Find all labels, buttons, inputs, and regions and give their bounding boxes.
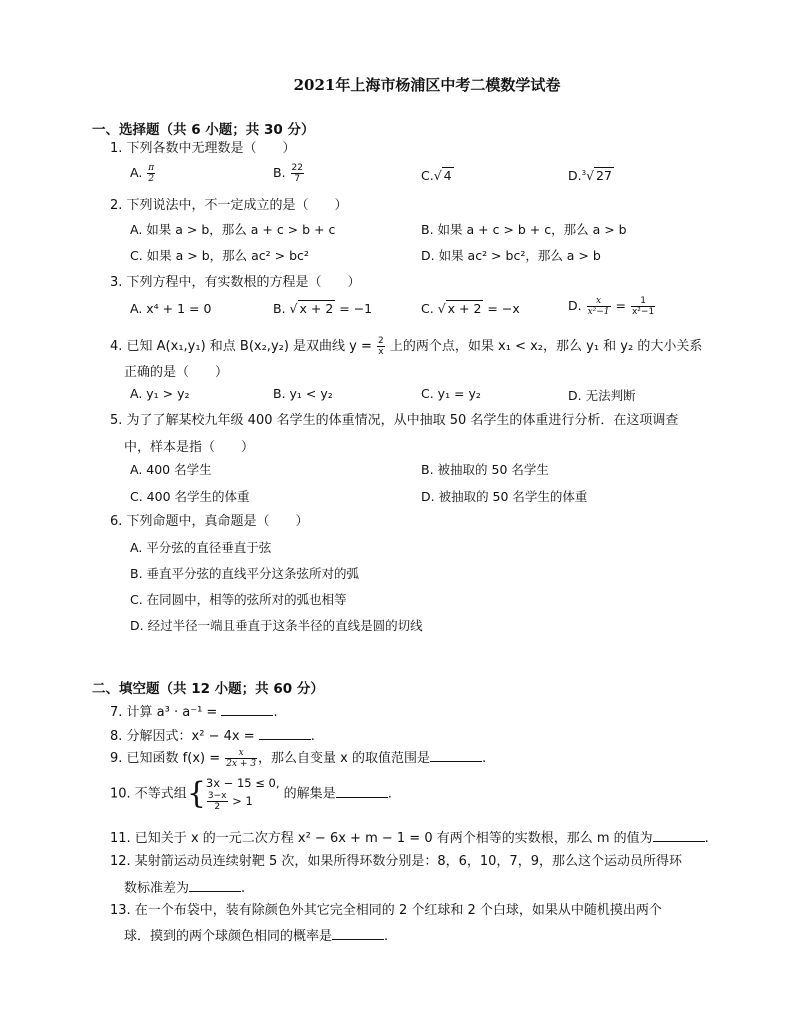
question-stem-continued: 球．摸到的两个球颜色相同的概率是 .	[124, 929, 389, 944]
question-stem: 6. 下列命题中，真命题是（ ）	[110, 514, 309, 529]
answer-blank[interactable]	[189, 879, 241, 892]
section-heading: 二、填空题（共 12 小题；共 60 分）	[92, 681, 324, 697]
answer-blank[interactable]	[332, 927, 384, 940]
option-c: C. 如果 a > b，那么 ac² > bc²	[130, 248, 309, 263]
question-stem: 1. 下列各数中无理数是（ ）	[110, 141, 296, 156]
option-d: D. 无法判断	[568, 388, 636, 403]
page-title: 2021年上海市杨浦区中考二模数学试卷	[293, 76, 561, 94]
option-d: D. 如果 ac² > bc²，那么 a > b	[421, 248, 601, 263]
question-stem: 2. 下列说法中，不一定成立的是（ ）	[110, 198, 348, 213]
question-stem: 5. 为了了解某校九年级 400 名学生的体重情况，从中抽取 50 名学生的体重进行分析．在这项调查	[110, 413, 679, 428]
question-stem: 13. 在一个布袋中，装有除颜色外其它完全相同的 2 个红球和 2 个白球，如果从中随机摸出两个	[110, 903, 662, 918]
question-stem: 3. 下列方程中，有实数根的方程是（ ）	[110, 275, 361, 290]
option-b: B. 垂直平分弦的直线平分这条弦所对的弧	[130, 566, 360, 581]
option-c: C. y₁ = y₂	[421, 386, 481, 401]
option-a: A. $\frac{\pi}{2}$	[130, 163, 155, 184]
question-stem: 9. 已知函数 f(x) = $\frac{x}{2x + 3}$ ，那么自变量 x 的取值范围是 .	[110, 748, 487, 769]
option-b: B. 如果 a + c > b + c，那么 a > b	[421, 222, 627, 237]
question-stem: 7. 计算 a³ · a⁻¹ = .	[110, 705, 278, 720]
answer-blank[interactable]	[336, 785, 388, 798]
question-stem: 8. 分解因式：x² − 4x = .	[110, 729, 315, 744]
option-a: A. 如果 a > b，那么 a + c > b + c	[130, 222, 336, 237]
option-c: C.√ 4	[421, 168, 452, 183]
option-d: D.$^3$√ 27	[568, 168, 612, 183]
question-stem: 10. 不等式组{3x − 15 ≤ 0, $\frac{3-x}{2}$ > 1 的解集是 .	[110, 776, 392, 812]
answer-blank[interactable]	[259, 727, 311, 740]
question-stem-continued: 正确的是（ ）	[124, 365, 229, 380]
question-stem-continued: 数标准差为 .	[124, 881, 246, 896]
question-stem: 11. 已知关于 x 的一元二次方程 x² − 6x + m − 1 = 0 有两个相等的实数根，那么 m 的值为 .	[110, 831, 709, 846]
option-a: A. x⁴ + 1 = 0	[130, 301, 212, 316]
option-b: B. 被抽取的 50 名学生	[421, 462, 549, 477]
option-c: C. √ x + 2 = −x	[421, 301, 520, 316]
answer-blank[interactable]	[653, 829, 705, 842]
option-a: A. 平分弦的直径垂直于弦	[130, 540, 272, 555]
answer-blank[interactable]	[221, 703, 273, 716]
option-a: A. 400 名学生	[130, 462, 212, 477]
option-c: C. 在同圆中，相等的弦所对的弧也相等	[130, 592, 347, 607]
answer-blank[interactable]	[430, 749, 482, 762]
option-d: D. 被抽取的 50 名学生的体重	[421, 489, 588, 504]
option-b: B. √ x + 2 = −1	[273, 301, 373, 316]
option-a: A. y₁ > y₂	[130, 386, 190, 401]
option-c: C. 400 名学生的体重	[130, 489, 250, 504]
section-heading: 一、选择题（共 6 小题；共 30 分）	[92, 122, 315, 138]
question-stem: 4. 已知 A(x₁,y₁) 和点 B(x₂,y₂) 是双曲线 y = $\frac{2}{x}$ 上的两个点，如果 x₁ < x₂，那么 y₁ 和 y₂ 的大小关系	[110, 336, 703, 357]
question-stem: 12. 某射箭运动员连续射靶 5 次，如果所得环数分别是：8，6，10，7，9，那么这个运动员所得环	[110, 854, 682, 869]
option-d: D. 经过半径一端且垂直于这条半径的直线是圆的切线	[130, 618, 423, 633]
option-d: D. $\frac{x}{\text{x²−1}}$ = $\frac{1}{\text{x²−1}}$	[568, 296, 655, 317]
option-b: B. $\frac{22}{7}$	[273, 163, 303, 184]
option-b: B. y₁ < y₂	[273, 386, 333, 401]
question-stem-continued: 中，样本是指（ ）	[124, 440, 255, 455]
